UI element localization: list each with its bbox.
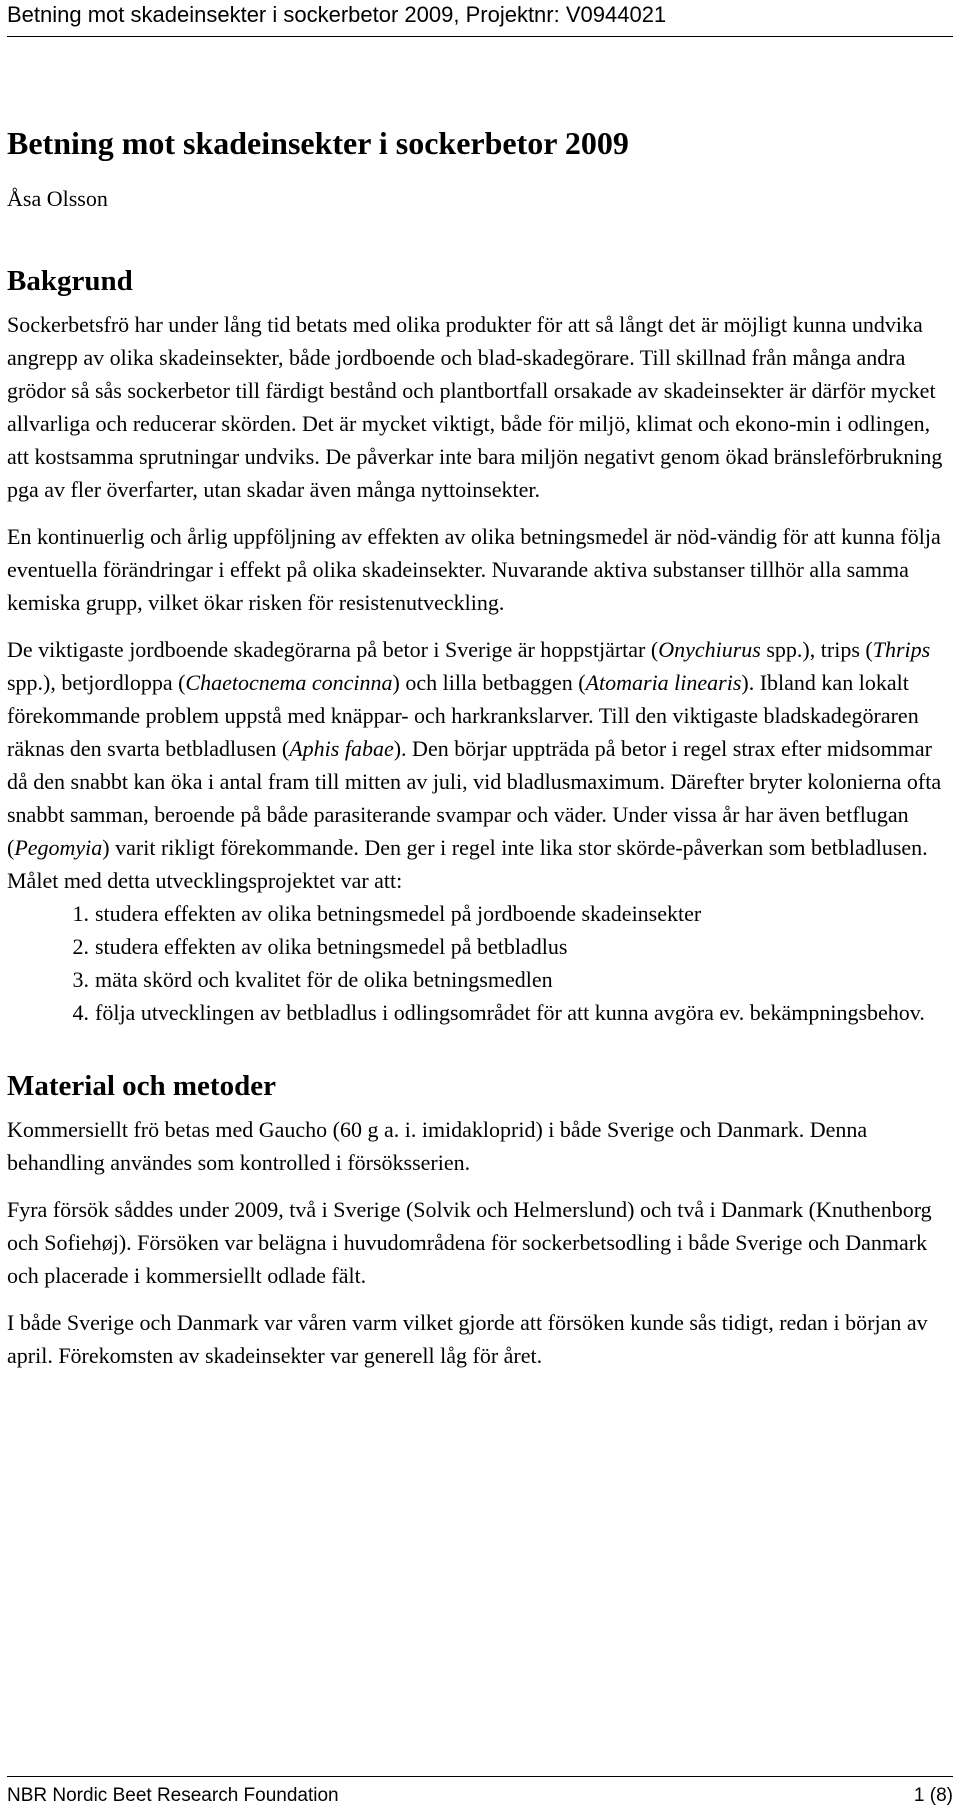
list-number: 2. <box>72 934 89 959</box>
list-number: 4. <box>72 1000 89 1025</box>
list-number: 3. <box>72 967 89 992</box>
document-body <box>7 124 951 1372</box>
species-name: Thrips <box>872 637 931 662</box>
text-run: ). Ibland kan lokalt förekommande problem uppstå med knäppar- och harkrankslarver. Till den viktigaste bladskadegöraren räknas den svarta betbladlusen ( <box>7 670 919 761</box>
text-run: spp.), trips ( <box>760 637 873 662</box>
methods-paragraph-2: Fyra försök såddes under 2009, två i Sverige (Solvik och Helmerslund) och två i Danmark (Knuthenborg och Sofiehøj). Försöken var belägna i huvudområdena för sockerbetsodling i både Sverige och Danmark och placerade i kommersiellt odlade fält. <box>7 1197 932 1288</box>
footer-organization: NBR Nordic Beet Research Foundation <box>7 1785 339 1806</box>
list-text: studera effekten av olika betningsmedel på betbladlus <box>95 934 568 959</box>
background-paragraph-3 <box>7 633 951 864</box>
text-run: ). Den börjar uppträda på betor i regel strax efter midsommar då den snabbt kan öka i antal fram till mitten av juli, vid bladlusmaximum. Därefter bryter kolonierna ofta snabbt samman, beroende på både parasiterande svampar och väder. Under vissa år har även betflugan ( <box>7 736 942 860</box>
running-header: Betning mot skadeinsekter i sockerbetor 2009, Projektnr: V0944021 <box>7 2 667 27</box>
list-item <box>7 897 951 930</box>
text-run: De viktigaste jordboende skadegörarna på betor i Sverige är hoppstjärtar ( <box>7 637 659 662</box>
goals-intro: Målet med detta utvecklingsprojektet var att: <box>7 868 403 893</box>
list-number: 1. <box>72 901 89 926</box>
species-name: Atomaria linearis <box>585 670 742 695</box>
list-text: följa utvecklingen av betbladlus i odlingsområdet för att kunna avgöra ev. bekämpningsbehov. <box>95 1000 925 1025</box>
species-name: Chaetocnema concinna <box>185 670 393 695</box>
species-name: Onychiurus <box>658 637 761 662</box>
page-number: 1 (8) <box>913 1785 953 1806</box>
document-title: Betning mot skadeinsekter i sockerbetor 2009 <box>7 125 629 161</box>
list-item <box>7 930 951 963</box>
text-run: ) och lilla betbaggen ( <box>392 670 586 695</box>
background-paragraph-2: En kontinuerlig och årlig uppföljning av effekten av olika betningsmedel är nöd-vändig för att kunna följa eventuella förändringar i effekt på olika skadeinsekter. Nuvarande aktiva substanser tillhör alla samma kemiska grupp, vilket ökar risken för resistenutveckling. <box>7 524 941 615</box>
section-heading-material-och-metoder: Material och metoder <box>7 1070 276 1102</box>
list-item <box>7 996 951 1029</box>
background-paragraph-1: Sockerbetsfrö har under lång tid betats med olika produkter för att så långt det är möjligt kunna undvika angrepp av olika skadeinsekter, både jordboende och blad-skadegörare. Till skillnad från många andra grödor så sås sockerbetor till färdigt bestånd och plantbortfall orsakade av skadeinsekter är därför mycket allvarliga och reducerar skörden. Det är mycket viktigt, både för miljö, klimat och ekono-min i odlingen, att kostsamma sprutningar undviks. De påverkar inte bara miljön negativt genom ökad bränsleförbrukning pga av fler överfarter, utan skadar även många nyttoinsekter. <box>7 312 943 502</box>
text-run: spp.), betjordloppa ( <box>7 670 186 695</box>
list-item <box>7 963 951 996</box>
species-name: Pegomyia <box>14 835 103 860</box>
section-heading-bakgrund: Bakgrund <box>7 265 133 297</box>
list-text: studera effekten av olika betningsmedel på jordboende skadeinsekter <box>95 901 702 926</box>
text-run: ) varit rikligt förekommande. Den ger i regel inte lika stor skörde-påverkan som betbladlusen. <box>102 835 928 860</box>
running-footer <box>7 1776 953 1809</box>
author-name: Åsa Olsson <box>7 186 108 211</box>
list-text: mäta skörd och kvalitet för de olika betningsmedlen <box>95 967 553 992</box>
methods-paragraph-3: I både Sverige och Danmark var våren varm vilket gjorde att försöken kunde sås tidigt, redan i början av april. Förekomsten av skadeinsekter var generell låg för året. <box>7 1310 928 1368</box>
methods-paragraph-1: Kommersiellt frö betas med Gaucho (60 g a. i. imidakloprid) i både Sverige och Danmark. Denna behandling användes som kontrolled i försöksserien. <box>7 1117 868 1175</box>
header-divider <box>7 36 953 37</box>
species-name: Aphis fabae <box>289 736 394 761</box>
goals-list <box>7 897 951 1029</box>
